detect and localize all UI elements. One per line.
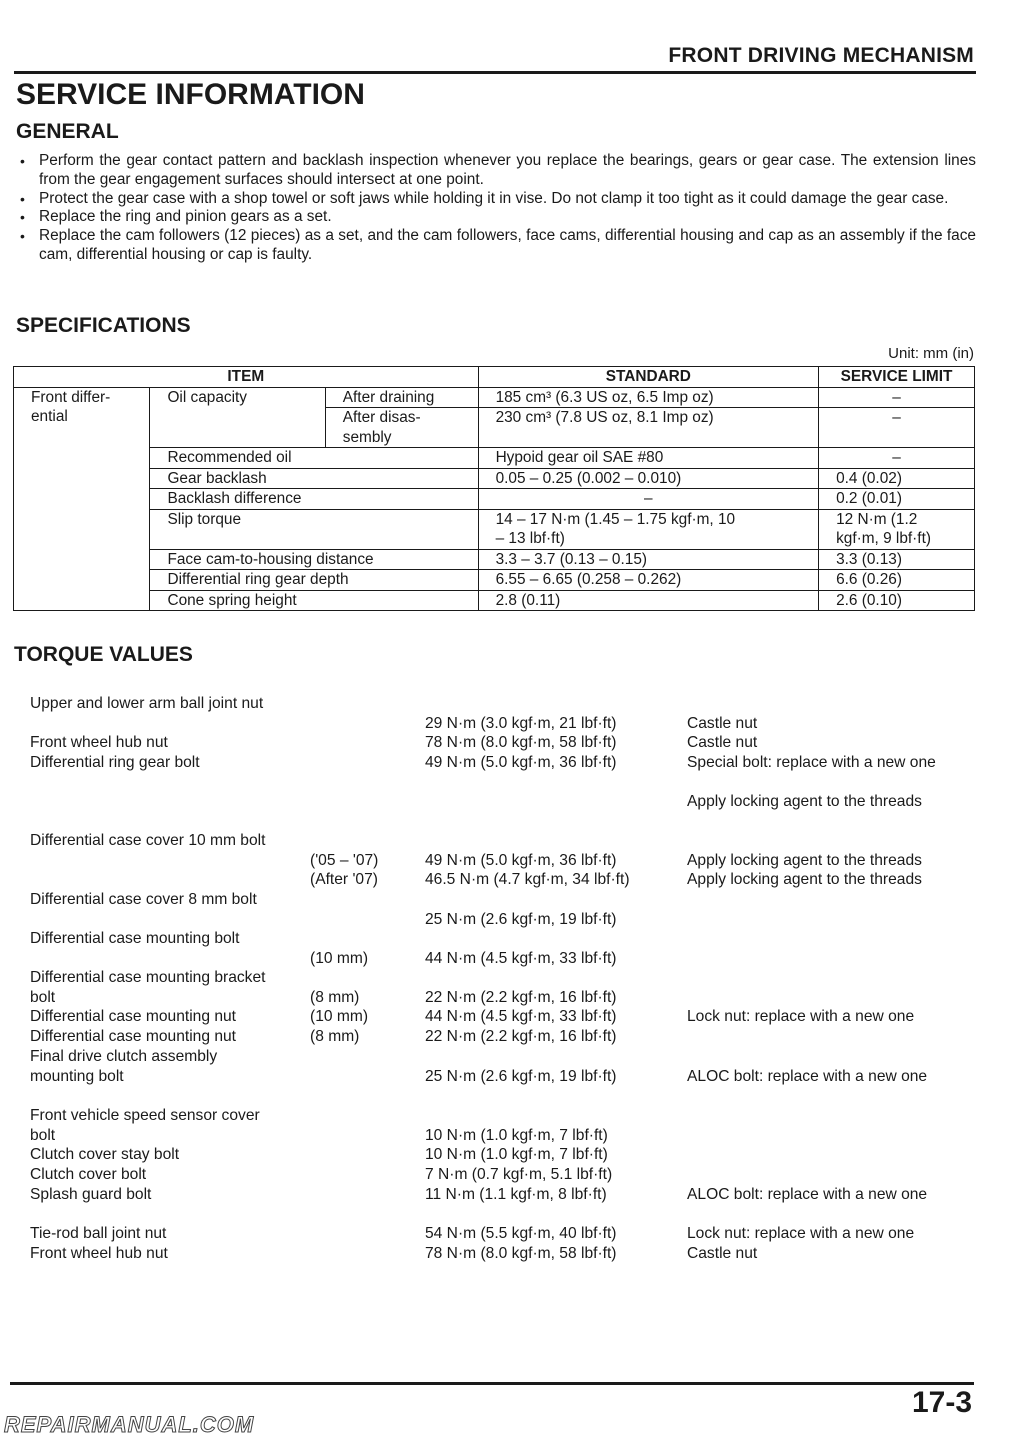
item-cell: Slip torque (150, 509, 478, 549)
general-heading: GENERAL (16, 120, 119, 143)
bullet-item: • Replace the cam followers (12 pieces) as a set, and the cam followers, face cams, differential housing and cap as an assembly if the face cam, differential housing or cap is faulty. (20, 227, 976, 265)
torque-note: Apply locking agent to the threads (687, 871, 922, 888)
item-cell: Differential ring gear depth (150, 570, 478, 591)
torque-value: 10 N·m (1.0 kgf·m, 7 lbf·ft) (425, 1146, 608, 1163)
limit-cell: 6.6 (0.26) (819, 570, 975, 591)
torque-item: Splash guard bolt (30, 1186, 152, 1203)
torque-row (30, 929, 980, 968)
item-cell: Face cam-to-housing distance (150, 549, 478, 570)
torque-row (30, 1047, 980, 1106)
torque-row (30, 1224, 980, 1244)
specifications-table (13, 366, 975, 611)
bottom-rule (10, 1382, 974, 1385)
standard-cell: 2.8 (0.11) (478, 590, 819, 611)
torque-item: Final drive clutch assembly mounting bolt (30, 1048, 218, 1085)
torque-value: 22 N·m (2.2 kgf·m, 16 lbf·ft) (425, 1028, 617, 1045)
limit-cell: – (819, 387, 975, 408)
table-row (14, 489, 975, 510)
torque-row (30, 1027, 980, 1047)
torque-note: Lock nut: replace with a new one (687, 1225, 915, 1242)
torque-row (30, 968, 980, 1007)
torque-value: 44 N·m (4.5 kgf·m, 33 lbf·ft) (425, 1008, 617, 1025)
torque-value: 44 N·m (4.5 kgf·m, 33 lbf·ft) (425, 949, 617, 967)
torque-value: 22 N·m (2.2 kgf·m, 16 lbf·ft) (425, 988, 617, 1006)
torque-item: Differential case mounting nut (30, 1028, 237, 1045)
torque-item: Upper and lower arm ball joint nut (30, 695, 264, 712)
watermark-logo: REPAIRMANUAL.COM (4, 1412, 255, 1437)
torque-spec: (10 mm) (310, 1008, 369, 1025)
torque-item: Differential case mounting bracket bolt (30, 969, 266, 1006)
torque-row (30, 870, 980, 890)
bullet-item: • Replace the ring and pinion gears as a set. (20, 208, 976, 227)
col-standard: STANDARD (478, 367, 819, 388)
limit-cell: – (819, 448, 975, 469)
torque-row (30, 1106, 980, 1145)
page-title: SERVICE INFORMATION (16, 78, 365, 111)
group-cell: Front differ-ential (14, 387, 150, 611)
standard-cell: 230 cm³ (7.8 US oz, 8.1 Imp oz) (478, 408, 819, 448)
torque-row (30, 1145, 980, 1165)
torque-value: 78 N·m (8.0 kgf·m, 58 lbf·ft) (425, 734, 617, 751)
torque-value: 25 N·m (2.6 kgf·m, 19 lbf·ft) (425, 1067, 617, 1085)
torque-item: Differential case cover 8 mm bolt (30, 891, 257, 908)
limit-cell: 0.4 (0.02) (819, 468, 975, 489)
torque-value: 54 N·m (5.5 kgf·m, 40 lbf·ft) (425, 1225, 617, 1242)
torque-row (30, 1007, 980, 1027)
limit-cell: 2.6 (0.10) (819, 590, 975, 611)
table-row (14, 448, 975, 469)
torque-values-list (30, 694, 980, 1264)
torque-value: 78 N·m (8.0 kgf·m, 58 lbf·ft) (425, 1245, 617, 1262)
sub-item-cell: After disas-sembly (325, 408, 478, 448)
standard-cell: 6.55 – 6.65 (0.258 – 0.262) (478, 570, 819, 591)
limit-cell: 12 N·m (1.2 kgf·m, 9 lbf·ft) (819, 509, 975, 549)
torque-note: ALOC bolt: replace with a new one (687, 1186, 928, 1203)
torque-spec: (8 mm) (310, 1028, 360, 1045)
sub-item-cell: After draining (325, 387, 478, 408)
torque-row (30, 1165, 980, 1185)
general-bullet-list (20, 152, 976, 265)
table-row (14, 387, 975, 408)
standard-cell: Hypoid gear oil SAE #80 (478, 448, 819, 469)
torque-note: Apply locking agent to the threads (687, 793, 922, 810)
torque-item: Clutch cover stay bolt (30, 1146, 180, 1163)
unit-label: Unit: mm (in) (888, 345, 974, 362)
limit-cell: – (819, 408, 975, 448)
col-item: ITEM (14, 367, 479, 388)
torque-note: Apply locking agent to the threads (687, 851, 922, 869)
col-service-limit: SERVICE LIMIT (819, 367, 975, 388)
table-row (14, 590, 975, 611)
table-header-row (14, 367, 975, 388)
torque-item: Differential ring gear bolt (30, 754, 200, 771)
torque-item: Differential case cover 10 mm bolt (30, 832, 266, 849)
limit-cell: 3.3 (0.13) (819, 549, 975, 570)
bullet-item: • Protect the gear case with a shop towel or soft jaws while holding it in vise. Do not clamp it too tight as it could damage the gear case. (20, 190, 976, 209)
bullet-item: • Perform the gear contact pattern and backlash inspection whenever you replace the bearings, gears or gear case. The extension lines from the gear engagement surfaces should intersect at one point. (20, 152, 976, 190)
torque-item: Differential case mounting bolt (30, 930, 240, 947)
table-row (14, 549, 975, 570)
torque-value: 11 N·m (1.1 kgf·m, 8 lbf·ft) (425, 1186, 607, 1203)
torque-spec: (After '07) (310, 871, 378, 888)
torque-values-heading: TORQUE VALUES (14, 643, 193, 666)
torque-item: Tie-rod ball joint nut (30, 1225, 167, 1242)
torque-row (30, 733, 980, 753)
table-row (14, 509, 975, 549)
torque-note: ALOC bolt: replace with a new one (687, 1067, 928, 1085)
page-number: 17-3 (911, 1386, 972, 1419)
torque-item: Front vehicle speed sensor cover bolt (30, 1107, 260, 1144)
torque-note: Castle nut (687, 734, 758, 751)
torque-note: Lock nut: replace with a new one (687, 1008, 915, 1025)
torque-item: Front wheel hub nut (30, 1245, 168, 1262)
torque-value: 25 N·m (2.6 kgf·m, 19 lbf·ft) (425, 910, 617, 928)
torque-row (30, 1185, 980, 1224)
torque-spec: (10 mm) (310, 949, 369, 967)
torque-item: Front wheel hub nut (30, 734, 168, 751)
item-cell: Oil capacity (150, 387, 325, 448)
item-cell: Recommended oil (150, 448, 478, 469)
item-cell: Gear backlash (150, 468, 478, 489)
torque-row (30, 831, 980, 870)
standard-cell: 185 cm³ (6.3 US oz, 6.5 Imp oz) (478, 387, 819, 408)
top-rule (14, 71, 976, 74)
torque-value: 49 N·m (5.0 kgf·m, 36 lbf·ft) (425, 754, 617, 771)
torque-item: Differential case mounting nut (30, 1008, 237, 1025)
torque-value: 46.5 N·m (4.7 kgf·m, 34 lbf·ft) (425, 871, 630, 888)
torque-spec: (8 mm) (310, 988, 360, 1006)
torque-value: 10 N·m (1.0 kgf·m, 7 lbf·ft) (425, 1126, 608, 1144)
section-header: FRONT DRIVING MECHANISM (668, 44, 974, 67)
torque-note: Castle nut (687, 1245, 758, 1262)
torque-value: 29 N·m (3.0 kgf·m, 21 lbf·ft) (425, 714, 617, 732)
standard-cell: – (478, 489, 819, 510)
torque-value: 7 N·m (0.7 kgf·m, 5.1 lbf·ft) (425, 1166, 613, 1183)
limit-cell: 0.2 (0.01) (819, 489, 975, 510)
torque-spec: ('05 – '07) (310, 851, 379, 869)
torque-row (30, 694, 980, 733)
torque-row (30, 890, 980, 929)
item-cell: Backlash difference (150, 489, 478, 510)
standard-cell: 0.05 – 0.25 (0.002 – 0.010) (478, 468, 819, 489)
torque-note: Castle nut (687, 714, 758, 732)
torque-row (30, 753, 980, 831)
table-row (14, 468, 975, 489)
standard-cell: 14 – 17 N·m (1.45 – 1.75 kgf·m, 10 – 13 lbf·ft) (478, 509, 819, 549)
item-cell: Cone spring height (150, 590, 478, 611)
standard-cell: 3.3 – 3.7 (0.13 – 0.15) (478, 549, 819, 570)
torque-note: Special bolt: replace with a new one (687, 754, 936, 771)
torque-row (30, 1244, 980, 1264)
table-row (14, 570, 975, 591)
torque-value: 49 N·m (5.0 kgf·m, 36 lbf·ft) (425, 851, 617, 869)
torque-item: Clutch cover bolt (30, 1166, 147, 1183)
specifications-heading: SPECIFICATIONS (16, 314, 191, 337)
